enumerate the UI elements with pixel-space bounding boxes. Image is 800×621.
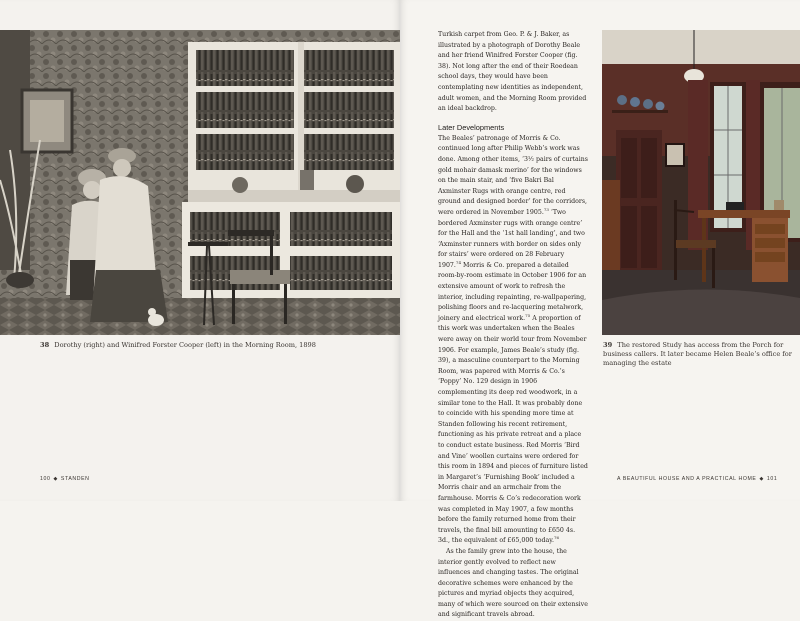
paragraph-segment: A proportion of this work was undertaken when the Beales were away on their world tour from November 1906. For example, James Beale’s study (fig. 39), a masculine counterpart to the Morning Room, was papered with Morris & Co.’s ‘Poppy’ No. 129 design in 1906 complementing its deep red woodwork, in a similar tone to the Hall. It was probably done to coincide with his spending more time at Standen following his recent retirement, functioning as his private retreat and a place to conduct estate business. Red Morris ‘Bird and Vine’ woollen curtains were ordered for this room in 1894 and pieces of furniture listed in Margaret’s ‘Furnishing Book’ included a Morris chair and an armchair from the farmhouse. Morris & Co’s redecoration work was completed in May 1907, a few months before the family returned home from their travels, the final bill amounting to £650 4s. 3d., the equivalent of £65,000 today. xyxy=(438,314,588,545)
body-text-column xyxy=(438,30,588,621)
figure-39-caption xyxy=(603,341,793,369)
folio-separator-icon: ◆ xyxy=(759,476,764,482)
endnote-ref: 75 xyxy=(525,312,531,318)
left-folio xyxy=(40,476,90,482)
paragraph-segment: The Beales’ patronage of Morris & Co. continued long after Philip Webb’s work was done. Among other items, ‘3½ pairs of curtains gold mohair damask merino’ for the windows on the main stair, and ‘five Bakri Bal Axminster Rugs with orange centre, red ground and designed border’ for the corridors, were ordered in November 1905. xyxy=(438,134,588,216)
paragraph-segment: Morris & Co. prepared a detailed room-by-room estimate in October 1906 for an extensive amount of work to refresh the interior, including repainting, re-wallpapering, polishing floors and re-lacquering metalwork, joinery and electrical work. xyxy=(438,261,587,322)
morning-room-photograph xyxy=(0,30,400,335)
running-head-right: A BEAUTIFUL HOUSE AND A PRACTICAL HOME xyxy=(617,476,757,482)
figure-39-number: 39 xyxy=(603,341,613,349)
figure-39-caption-text: The restored Study has access from the Porch for business callers. It later became Helen Beale’s office for managing the estate xyxy=(603,341,792,368)
endnote-ref: 73 xyxy=(543,206,549,212)
section-heading: Later Developments xyxy=(438,122,505,132)
right-folio xyxy=(617,476,777,482)
endnote-ref: 76 xyxy=(553,535,560,541)
page-number-left: 100 xyxy=(40,476,51,482)
figure-38-caption xyxy=(40,341,370,350)
paragraph-segment: ‘Two bordered Axminster rugs with orange centre’ for the Hall and the ‘1st hall landing’, and two ‘Axminster runners with border on sides only for stairs’ were ordered on 28 February 1907. xyxy=(438,208,585,269)
figure-38-caption-text: Dorothy (right) and Winifred Forster Cooper (left) in the Morning Room, 1898 xyxy=(54,341,316,349)
running-head-left: STANDEN xyxy=(60,476,90,482)
figure-38-number: 38 xyxy=(40,341,50,349)
study-photograph xyxy=(602,30,800,335)
body-paragraph-final: As the family grew into the house, the interior gently evolved to reflect new influences and changing tastes. The original decorative schemes were enhanced by the pictures and myriad objects they acquired, many of which were sourced on their extensive and significant travels abroad. xyxy=(438,547,588,619)
intro-paragraph: Turkish carpet from Geo. P. & J. Baker, as illustrated by a photograph of Dorothy Beale and her friend Winifred Forster Cooper (fig. 38). Not long after the end of their Roedean school days, they would have been contemplating new identities as independent, adult women, and the Morning Room provided an ideal backdrop. xyxy=(438,31,587,113)
folio-separator-icon: ◆ xyxy=(53,476,58,482)
endnote-ref: 74 xyxy=(455,259,461,265)
page-number-right: 101 xyxy=(766,476,778,482)
body-paragraph xyxy=(438,134,588,547)
